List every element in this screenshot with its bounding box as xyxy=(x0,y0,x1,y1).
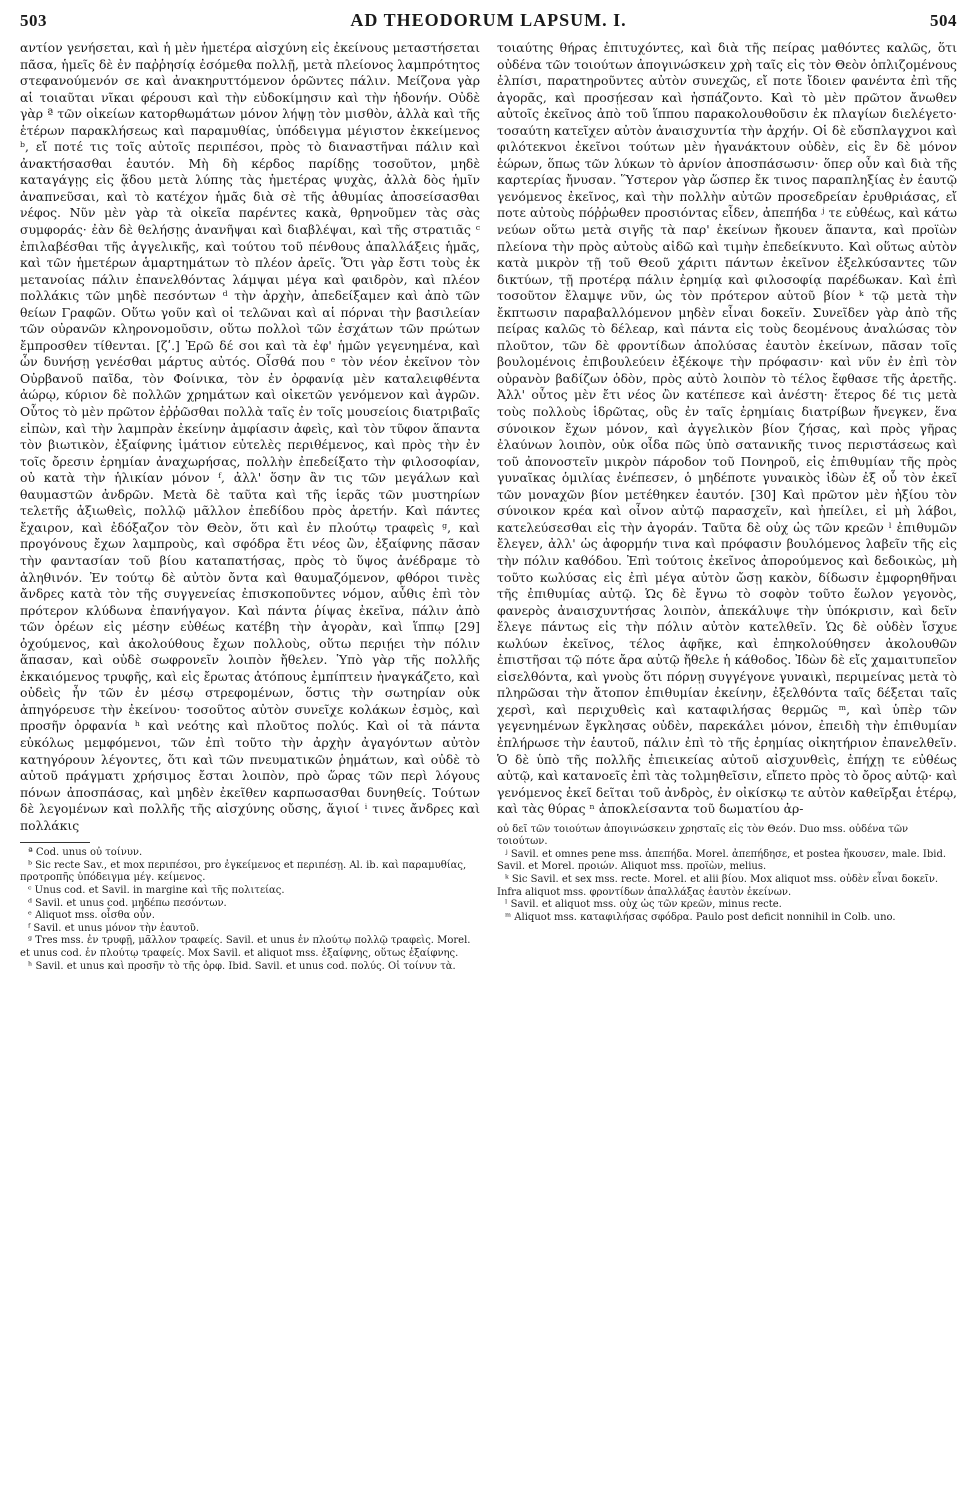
right-page-number: 504 xyxy=(930,11,957,30)
footnote: ᶜ Unus cod. et Savil. in margine καὶ τῆς πολιτείας. xyxy=(28,885,285,897)
footnote: ʰ Savil. et unus καὶ προσῆν τὸ τῆς ὀρφ. Ibid. Savil. et unus cod. πολύς. Οἱ τοίνυν τὰ. xyxy=(28,960,456,972)
footnote: ʲ Savil. et omnes pene mss. ἀπεπήδα. Morel. ἀπεπήδησε, et postea ἤκουσεν, male. Ibid. Savil. et Morel. προιών. Aliquot mss. προϊὼν, melius. xyxy=(497,848,947,873)
left-column-text xyxy=(20,40,480,834)
right-column-text xyxy=(497,40,957,818)
footnote: ª Cod. unus οὐ τοίνυν. xyxy=(28,847,143,859)
footnote: ˡ Savil. et aliquot mss. οὐχ ὡς τῶν κρεῶν, minus recte. xyxy=(505,899,782,911)
footnote: ᵍ Tres mss. ἐν τρυφῇ, μᾶλλον τραφείς. Savil. et unus ἐν πλούτῳ πολλῷ τραφεὶς. Morel. et unus cod. ἐν πλούτῳ τραφείς. Mox Savil. et aliquot mss. ἐξαίφνης, οὕτως ἐξαίφνης. xyxy=(20,935,471,959)
footnote: ᵐ Aliquot mss. καταφιλήσας σφόδρα. Paulo post deficit nonnihil in Colb. uno. xyxy=(505,911,896,923)
left-paragraph: αντίον γενήσεται, καὶ ἡ μὲν ἡμετέρα αἰσχύνη εἰς ἐκείνους μεταστήσεται πᾶσα, ἡμεῖς δὲ ἐν παῤῥησίᾳ ἐσόμεθα πολλῇ, μετὰ πλείονος λαμπρότητος στεφανούμενόν σε καὶ ἀνακηρυττόμενον ὁρῶντες πάλιν. Μείζονα γὰρ αἱ τοιαῦται νῖκαι φέρουσι καὶ τὴν εὐδοκίμησιν καὶ τὴν ἡδονήν. Οὐδὲ γὰρ ª τῶν οἰκείων κατορθωμάτων μόνον λήψῃ τὸν μισθὸν, ἀλλὰ καὶ τῆς ἑτέρων παρακλήσεως καὶ παραμυθίας, ὑπόδειγμα μέγιστον ἐκκείμενος ᵇ, εἴ ποτέ τις τοῖς αὐτοῖς περιπέσοι, πρὸς τὸ διαναστῆναι πάλιν καὶ ἀνακτήσασθαι ἑαυτόν. Μὴ δὴ κέρδος παρίδῃς τοσοῦτον, μηδὲ καταγάγῃς εἰς ᾅδου μετὰ λύπης τὰς ἡμετέρας ψυχὰς, ἀλλὰ δὸς ἡμῖν ἀναπνεῦσαι, καὶ τὸ κατέχον ἡμᾶς διὰ σὲ τῆς ἀθυμίας ἀποσείσασθαι νέφος. Νῦν μὲν γὰρ τὰ οἰκεῖα παρέντες κακὰ, θρηνοῦμεν τὰς σὰς συμφοράς· ἐὰν δὲ θελήσῃς ἀνανῆψαι καὶ διαβλέψαι, καὶ τῆς στρατιᾶς ᶜ ἐπιλαβέσθαι τῆς ἀγγελικῆς, καὶ τούτου τοῦ πένθους ἀπαλλάξεις ἡμᾶς, καὶ τῶν ἡμετέρων ἁμαρτημάτων τὸ πλέον ἀρεῖς. Ὅτι γὰρ ἔστι τοὺς ἐκ μετανοίας πάλιν ἐπανελθόντας λάμψαι μέγα καὶ φαιδρὸν, καὶ πλέον πολλάκις τῶν μηδὲ πεσόντων ᵈ τὴν ἀρχὴν, ἀπεδείξαμεν καὶ ἀπὸ τῶν θείων Γραφῶν. Οὕτω γοῦν καὶ οἱ τελῶναι καὶ αἱ πόρναι τὴν βασιλείαν τῶν οὐρανῶν κληρονομοῦσιν, οὕτω πολλοὶ τῶν ἐσχάτων τῶν πρώτων ἔμπροσθεν τίθενται. [ζʹ.] Ἐρῶ δέ σοι καὶ τὰ ἐφ' ἡμῶν γεγενημένα, καὶ ὧν δυνήσῃ γενέσθαι μάρτυς αὐτός. Οἶσθά που ᵉ τὸν νέον ἐκεῖνον τὸν Οὐρβανοῦ παῖδα, τὸν Φοίνικα, τὸν ἐν ὀρφανίᾳ μὲν καταλειφθέντα ἀώρῳ, κύριον δὲ πολλῶν χρημάτων καὶ οἰκετῶν γενόμενον καὶ ἀγρῶν. Οὗτος τὸ μὲν πρῶτον ἐῤῥῶσθαι πολλὰ ταῖς ἐν τοῖς μουσείοις διατριβαῖς εἰπὼν, καὶ τὴν λαμπρὰν ἐκείνην ἀμφίασιν ἀφεὶς, καὶ τὸν τῦφον ἅπαντα τὸν βιωτικὸν, ἐξαίφνης ἱμάτιον εὐτελὲς περιθέμενος, καὶ πρὸς τὴν ἐν τοῖς ὄρεσιν ἐρημίαν ἀναχωρήσας, πολλὴν ἐπεδείξατο τὴν φιλοσοφίαν, οὐ κατὰ τὴν ἡλικίαν μόνον ᶠ, ἀλλ' ὅσην ἂν τις τῶν μεγάλων καὶ θαυμαστῶν ἀνδρῶν. Μετὰ δὲ ταῦτα καὶ τῆς ἱερᾶς τῶν μυστηρίων τελετῆς ἀξιωθεὶς, πολλῷ μᾶλλον ἐπεδίδου πρὸς ἀρετήν. Καὶ πάντες ἔχαιρον, καὶ ἐδόξαζον τὸν Θεὸν, ὅτι καὶ ἐν πλούτῳ τραφεὶς ᵍ, καὶ προγόνους ἔχων λαμπροὺς, καὶ σφόδρα ἔτι νέος ὢν, ἐξαίφνης πᾶσαν τὴν φαντασίαν τοῦ βίου καταπατήσας, πρὸς τὸ ὕψος ἀνέδραμε τὸ ἀληθινόν. Ἐν τούτῳ δὲ αὐτὸν ὄντα καὶ θαυμαζόμενον, φθόροι τινὲς ἄνδρες κατὰ τὸν τῆς συγγενείας ἐπισκοποῦντες νόμον, αὖθις ἐπὶ τὸν πρότερον κλύδωνα ἐπανήγαγον. Καὶ πάντα ῥίψας ἐκεῖνα, πάλιν ἀπὸ τῶν ὀρέων εἰς μέσην εὐθέως κατέβη τὴν ἀγορὰν, καὶ ἵππῳ [29] ὀχούμενος, καὶ ἀκολούθους ἔχων πολλοὺς, οὕτω περιῄει τὴν πόλιν ἅπασαν, καὶ οὐδὲ σωφρονεῖν λοιπὸν ἤθελεν. Ὑπὸ γὰρ τῆς πολλῆς ἐκκαιόμενος τρυφῆς, καὶ εἰς ἔρωτας ἀτόπους ἐμπίπτειν ἠναγκάζετο, καὶ οὐδεὶς ἦν τῶν ἐν μέσῳ στρεφομένων, ὅστις τὴν σωτηρίαν οὐκ ἀπηγόρευσε τὴν ἐκείνου· τοσοῦτος αὐτὸν συνεῖχε κολάκων ἐσμὸς, καὶ προσῆν ὀρφανία ʰ καὶ νεότης καὶ πλοῦτος πολύς. Καὶ οἱ τὰ πάντα εὐκόλως μεμφόμενοι, τῶν ἐπὶ τοῦτο τὴν ἀρχὴν ἀγαγόντων αὐτὸν κατηγόρουν λέγοντες, ὅτι καὶ τῶν πνευματικῶν ῥημάτων, καὶ οὐδὲ τὸ αὐτοῦ πράγματι χρήσιμος ἔσται λοιπὸν, πρὸ ὥρας τῶν περὶ λόγους πόνων ἀποσπάσας, καὶ μηδὲν ἐκεῖθεν καρπωσασθαι δυνηθείς. Τούτων δὲ λεγομένων καὶ πολλῆς τῆς αἰσχύνης οὔσης, ἅγιοί ⁱ τινες ἄνδρες καὶ πολλάκις xyxy=(20,40,480,833)
left-page-number: 503 xyxy=(20,11,47,30)
footnote-divider xyxy=(20,842,90,843)
footnote: ᵉ Aliquot mss. οἶσθα οὖν. xyxy=(28,910,155,922)
right-footnotes xyxy=(497,849,957,925)
left-column xyxy=(20,40,480,973)
footnote: ᵏ Sic Savil. et sex mss. recte. Morel. et alii βίου. Mox aliquot mss. οὐδὲν εἶναι δοκεῖν. Infra aliquot mss. φροντίδων ἀπαλλάξας ἑαυτὸν ἐκείνων. xyxy=(497,874,939,898)
running-header xyxy=(20,10,957,40)
left-footnotes xyxy=(20,847,480,973)
two-column-body xyxy=(20,40,957,973)
footnote: ᵇ Sic recte Sav., et mox περιπέσοι, pro ἐγκείμενος et περιπέσῃ. Al. ib. καὶ παραμυθίας, προτροπῆς ὑπόδειγμα μέγ. κείμενος. xyxy=(20,859,467,884)
variant-continuation: οὐ δεῖ τῶν τοιούτων ἀπογινώσκειν χρησταῖς εἰς τὸν Θεόν. Duo mss. οὐδένα τῶν τοιούτων. xyxy=(497,823,909,848)
right-column xyxy=(497,40,957,973)
footnote: ᵈ Savil. et unus cod. μηδέπω πεσόντων. xyxy=(28,897,227,909)
running-title: AD THEODORUM LAPSUM. I. xyxy=(350,10,627,30)
right-paragraph: τοιαύτης θήρας ἐπιτυχόντες, καὶ διὰ τῆς πείρας μαθόντες καλῶς, ὅτι οὐδένα τῶν τοιούτων ἀπογινώσκειν χρὴ ταῖς εἰς τὸν Θεὸν ὁπλιζομένους ἐλπίσι, παρατηροῦντες αὐτὸν συνεχῶς, εἴ ποτε ἴδοιεν φανέντα ἐπὶ τῆς ἀγορᾶς, καὶ προσῄεσαν καὶ ἠσπάζοντο. Καὶ τὸ μὲν πρῶτον ἄνωθεν αὐτοῖς ἐκεῖνος ἀπὸ τοῦ ἵππου παρακολουθοῦσιν ἐκ πλαγίων διελέγετο· τοσαύτη κατεῖχεν αὐτὸν ἀναισχυντία τὴν ἀρχήν. Οἱ δὲ εὔσπλαγχνοι καὶ φιλότεκνοι ἐκεῖνοι τούτων μὲν ἠγανάκτουν οὐδὲν, εἰς ἓν δὲ μόνον ἑώρων, ὅπως τῶν λύκων τὸ ἀρνίον ἀποσπάσωσιν· ὅπερ οὖν καὶ διὰ τῆς καρτερίας ἤνυσαν. Ὕστερον γὰρ ὥσπερ ἔκ τινος παραπληξίας ἐν ἑαυτῷ γενόμενος ἐκεῖνος, καὶ τὴν πολλὴν αὐτῶν προσεδρείαν ἐρυθριάσας, εἴ ποτε αὐτοὺς πόῤῥωθεν προσιόντας εἶδεν, ἀπεπήδα ʲ τε εὐθέως, καὶ κάτω νεύων οὕτω μετὰ σιγῆς τὰ παρ' ἐκείνων ἤκουεν ἅπαντα, καὶ προϊὼν πλείονα τὴν πρὸς αὐτοὺς αἰδῶ καὶ τιμὴν ἐπεδείκνυτο. Καὶ οὕτως αὐτὸν κατὰ μικρὸν τῇ τοῦ Θεοῦ χάριτι πάντων ἐκεῖνον ἐξελκύσαντες τῶν δικτύων, τῇ προτέρᾳ πάλιν ἐρημίᾳ καὶ φιλοσοφίᾳ παρέδωκαν. Καὶ ἐπὶ τοσοῦτον ἔλαμψε νῦν, ὡς τὸν πρότερον αὐτοῦ βίον ᵏ τῷ μετὰ τὴν ἔκπτωσιν παραβαλλόμενον μηδὲν εἶναι δοκεῖν. Συνεῖδεν γὰρ ἀπὸ τῆς πείρας καλῶς τὸ δέλεαρ, καὶ πάντα εἰς τοὺς δεομένους ἀναλώσας τὸν πλοῦτον, τῶν δὲ φροντίδων ἀπολύσας ἑαυτὸν ἐκείνων, πᾶσαν τοῖς βουλομένοις ἐπιβουλεύειν ἐξέκοψε τὴν πρόφασιν· καὶ νῦν ἐν ἐπὶ τὸν οὐρανὸν βαδίζων ὁδὸν, πρὸς αὐτὸ λοιπὸν τὸ τέλος ἔφθασε τῆς ἀρετῆς. Ἀλλ' οὗτος μὲν ἔτι νέος ὢν κατέπεσε καὶ ἀνέστη· ἕτερος δέ τις μετὰ τοὺς πολλοὺς ἱδρῶτας, οὓς ἐν ταῖς ἐρημίαις διατρίβων ἤνεγκεν, ἕνα σύνοικον ἔχων μόνον, καὶ ἀγγελικὸν βίον ζήσας, καὶ πρὸς γῆρας ἐλαύνων λοιπὸν, οὐκ οἶδα πῶς ὑπὸ σατανικῆς τινος περιστάσεως καὶ τοῦ ἀπονοστεῖν μικρὸν πάροδον τοῦ Πονηροῦ, εἰς ἐπιθυμίαν τῆς πρὸς γυναῖκας ὁμιλίας ἐνέπεσεν, ὁ μηδέποτε γυναικὸς ἰδὼν ἐξ οὗ τὸν ἐκεῖ τῶν μοναχῶν βίον μετέθηκεν ἑαυτόν. [30] Καὶ πρῶτον μὲν ἠξίου τὸν σύνοικον κρέα καὶ οἶνον αὐτῷ παρασχεῖν, καὶ ἠπείλει, εἰ μὴ λάβοι, κατελεύσεσθαι εἰς τὴν ἀγοράν. Ταῦτα δὲ οὐχ ὡς τῶν κρεῶν ˡ ἐπιθυμῶν ἔλεγεν, ἀλλ' ὡς ἀφορμήν τινα καὶ πρόφασιν βουλόμενος λαβεῖν τῆς εἰς τὴν πόλιν καθόδου. Ἐπὶ τούτοις ἐκεῖνος ἀπορούμενος καὶ δεδοικὼς, μὴ τοῦτο κωλύσας εἰς ἐπὶ μέγα αὐτὸν ὤσῃ κακὸν, δίδωσιν ἐμφορηθῆναι τῆς ἐπιθυμίας αὐτῷ. Ὡς δὲ ἔγνω τὸ σοφὸν τοῦτο ἕωλον γεγονὸς, φανερὸς ἀναισχυντήσας λοιπὸν, ἀπεκάλυψε τὴν ὑπόκρισιν, καὶ δεῖν ἔλεγε πάντως εἰς τὴν πόλιν αὐτὸν κατελθεῖν. Ὡς δὲ οὐδὲν ἴσχυε κωλύων ἐκεῖνος, τέλος ἀφῆκε, καὶ ἐπηκολούθησεν ἀκολουθῶν ἐπιστῆσαι τῷ πότε ἄρα αὐτῷ ἤθελε ἡ κάθοδος. Ἰδὼν δὲ εἴς χαμαιτυπεῖον εἰσελθόντα, καὶ γνοὺς ὅτι πόρνῃ συγγέγονε γυναικὶ, περιμείνας μετὰ τὸ πληρῶσαι τὴν ἄτοπον ἐπιθυμίαν ἐκείνην, ἐξελθόντα ταῖς δέξεται ταῖς χερσὶ, καὶ περιχυθεὶς καὶ καταφιλήσας θερμῶς ᵐ, καὶ ὑπὲρ τῶν γεγενημένων ἔγκλησας οὐδὲν, παρεκάλει μόνον, ἐπειδὴ τὴν ἐπιθυμίαν ἐπλήρωσε τὴν ἑαυτοῦ, πάλιν ἐπὶ τὸ τῆς ἐρημίας οἰκητήριον ἐπανελθεῖν. Ὁ δὲ ὑπὸ τῆς πολλῆς ἐπιεικείας αὐτοῦ αἰσχυνθεὶς, ἐπήχῃ τε εὐθέως αὐτῷ, καὶ κατανοεῖς ἐπὶ τὰς τολμηθεῖσιν, εἴπετο πρὸς τὸ ὄρος αὐτῷ· καὶ γενόμενος ἐκεῖ δεῖται τοῦ ἀνδρὸς, ἐν οἰκίσκῳ τε αὐτὸν καθεῖρξαι ἑτέρῳ, καὶ τὰς θύρας ⁿ ἀποκλείσαντα τοῦ δωματίου ἀρ- xyxy=(497,40,957,817)
footnote: ᶠ Savil. et unus μόνον τὴν ἑαυτοῦ. xyxy=(28,922,200,934)
